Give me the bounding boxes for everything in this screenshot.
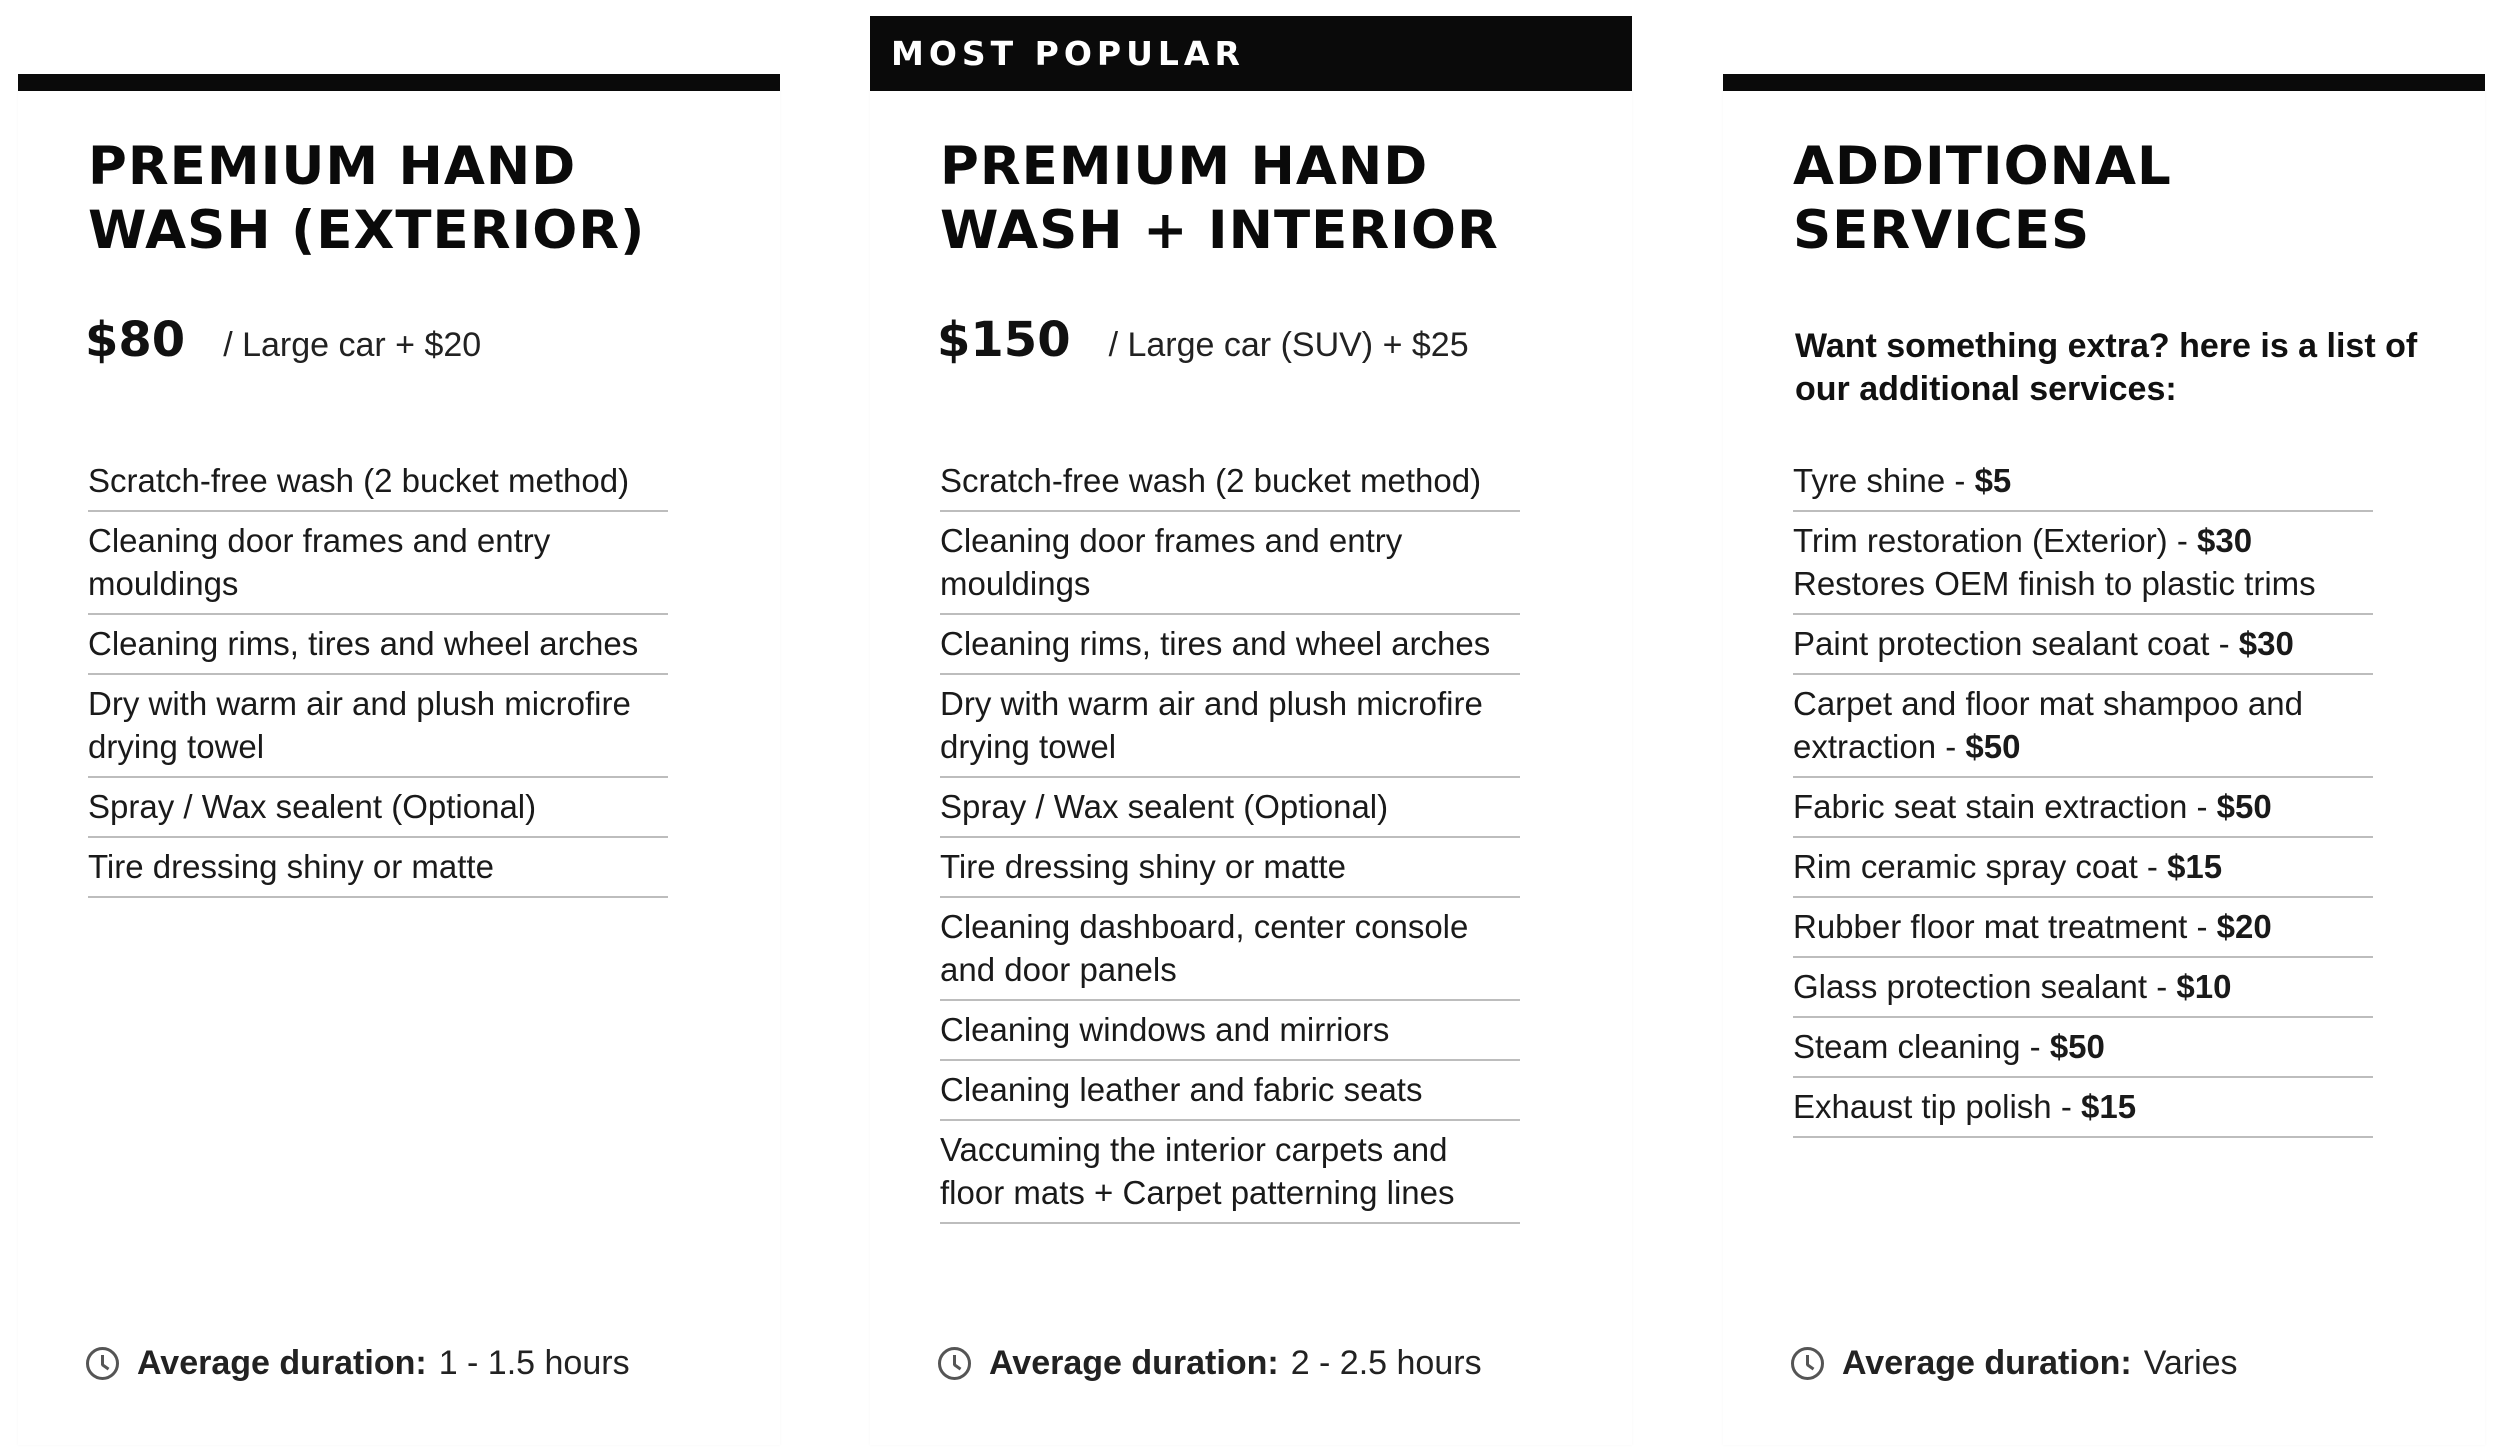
service-price: $5 — [1974, 462, 2012, 499]
card-title-line: SERVICES — [1793, 200, 2091, 261]
service-name: Trim restoration (Exterior) - — [1793, 522, 2197, 559]
feature-item: Cleaning leather and fabric seats — [940, 1061, 1520, 1121]
feature-item: Scratch-free wash (2 bucket method) — [940, 452, 1520, 512]
service-price: $30 — [2197, 522, 2253, 559]
card-title-line: PREMIUM HAND — [88, 136, 577, 197]
service-name: Exhaust tip polish - — [1793, 1088, 2081, 1125]
feature-item: Spray / Wax sealent (Optional) — [940, 778, 1520, 838]
card-title-line: WASH (EXTERIOR) — [88, 200, 646, 261]
price: $80 — [85, 312, 186, 368]
average-duration — [938, 1344, 1482, 1383]
service-note: Restores OEM finish to plastic trims — [1793, 565, 2316, 602]
service-item — [1793, 958, 2373, 1018]
feature-item: Vaccuming the interior carpets and floor mats + Carpet patterning lines — [940, 1121, 1520, 1224]
service-price: $15 — [2080, 1088, 2137, 1125]
feature-item: Cleaning windows and mirriors — [940, 1001, 1520, 1061]
price-note: / Large car (SUV) + $25 — [1108, 326, 1469, 364]
average-duration — [86, 1344, 630, 1383]
feature-item: Cleaning door frames and entry mouldings — [940, 512, 1520, 615]
clock-icon — [86, 1347, 119, 1380]
card-title-line: ADDITIONAL — [1793, 136, 2172, 197]
feature-item: Dry with warm air and plush microfire drying towel — [88, 675, 668, 778]
pricing-card-exterior — [18, 90, 780, 1445]
service-item — [1793, 512, 2373, 615]
feature-item: Cleaning door frames and entry mouldings — [88, 512, 668, 615]
duration-value: 1 - 1.5 hours — [438, 1344, 630, 1382]
service-price: $15 — [2167, 848, 2223, 885]
card-title-line: WASH + INTERIOR — [940, 200, 1499, 261]
feature-item: Tire dressing shiny or matte — [940, 838, 1520, 898]
additional-services-card — [1723, 90, 2485, 1445]
feature-item: Cleaning rims, tires and wheel arches — [88, 615, 668, 675]
duration-label: Average duration: — [137, 1344, 427, 1382]
duration-value: 2 - 2.5 hours — [1290, 1344, 1482, 1382]
service-name: Rim ceramic spray coat - — [1793, 848, 2168, 885]
card-title — [88, 135, 645, 263]
price: $150 — [937, 312, 1071, 368]
service-name: Steam cleaning - — [1793, 1028, 2050, 1065]
service-list — [1793, 452, 2373, 1138]
service-item — [1793, 1078, 2373, 1138]
service-name: Glass protection sealant - — [1793, 968, 2177, 1005]
average-duration — [1791, 1344, 2238, 1383]
service-price: $30 — [2238, 625, 2294, 662]
price-note: / Large car + $20 — [223, 326, 482, 364]
service-name: Tyre shine - — [1793, 462, 1975, 499]
service-name: Fabric seat stain extraction - — [1793, 788, 2217, 825]
feature-item: Dry with warm air and plush microfire drying towel — [940, 675, 1520, 778]
service-item — [1793, 675, 2373, 778]
service-price: $50 — [1965, 728, 2021, 765]
service-price: $50 — [2049, 1028, 2105, 1065]
duration-label: Average duration: — [989, 1344, 1279, 1382]
clock-icon — [1791, 1347, 1824, 1380]
feature-item: Scratch-free wash (2 bucket method) — [88, 452, 668, 512]
services-intro: Want something extra? here is a list of our additional services: — [1795, 327, 2418, 408]
price-row — [85, 312, 481, 368]
feature-list — [940, 452, 1520, 1224]
pricing-card-interior — [870, 34, 1632, 1445]
price-row — [937, 312, 1469, 368]
service-item — [1793, 898, 2373, 958]
feature-item: Tire dressing shiny or matte — [88, 838, 668, 898]
service-price: $10 — [2176, 968, 2232, 1005]
most-popular-badge: MOST POPULAR — [870, 16, 1632, 91]
feature-item: Cleaning dashboard, center console and door panels — [940, 898, 1520, 1001]
service-item — [1793, 452, 2373, 512]
service-price: $20 — [2216, 908, 2272, 945]
clock-icon — [938, 1347, 971, 1380]
service-name: Paint protection sealant coat - — [1793, 625, 2239, 662]
service-item — [1793, 778, 2373, 838]
service-item — [1793, 615, 2373, 675]
service-item — [1793, 838, 2373, 898]
service-name: Carpet and floor mat shampoo and extraction - — [1793, 685, 2303, 765]
card-title — [940, 135, 1499, 263]
service-price: $50 — [2216, 788, 2272, 825]
service-item — [1793, 1018, 2373, 1078]
feature-item: Cleaning rims, tires and wheel arches — [940, 615, 1520, 675]
card-top-bar — [18, 74, 780, 91]
card-title-line: PREMIUM HAND — [940, 136, 1429, 197]
service-name: Rubber floor mat treatment - — [1793, 908, 2217, 945]
card-title — [1793, 135, 2172, 263]
feature-item: Spray / Wax sealent (Optional) — [88, 778, 668, 838]
duration-value: Varies — [2143, 1344, 2238, 1382]
feature-list — [88, 452, 668, 898]
card-top-bar — [1723, 74, 2485, 91]
duration-label: Average duration: — [1842, 1344, 2132, 1382]
